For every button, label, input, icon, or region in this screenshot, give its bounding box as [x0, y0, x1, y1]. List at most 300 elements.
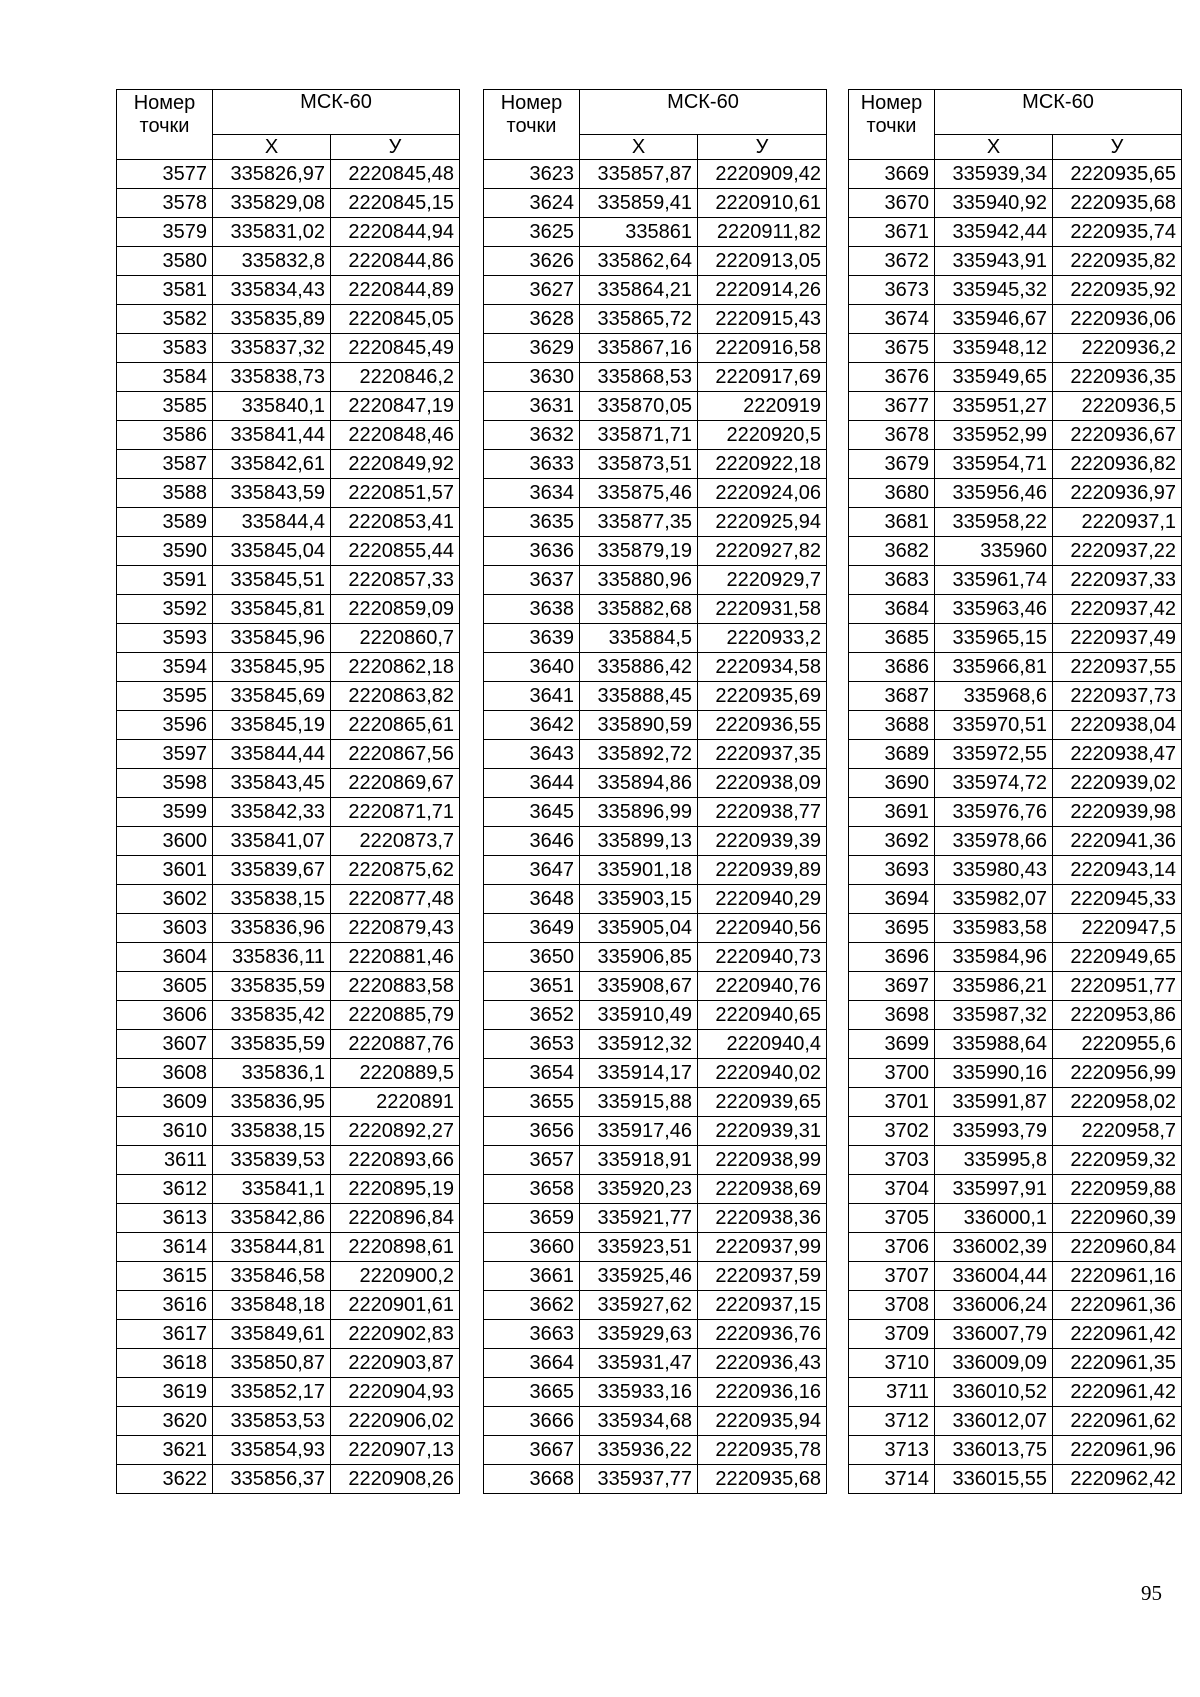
- x-coordinate-cell: 335974,72: [935, 769, 1053, 798]
- point-number-cell: 3686: [849, 653, 935, 682]
- y-coordinate-cell: 2220937,42: [1053, 595, 1182, 624]
- table-row: [849, 856, 1182, 885]
- x-column-header: Х: [580, 135, 698, 160]
- point-number-cell: 3658: [484, 1175, 580, 1204]
- x-coordinate-cell: 335958,22: [935, 508, 1053, 537]
- y-column-header: У: [1053, 135, 1182, 160]
- x-coordinate-cell: 335948,12: [935, 334, 1053, 363]
- y-coordinate-cell: 2220920,5: [698, 421, 827, 450]
- x-coordinate-cell: 335839,53: [213, 1146, 331, 1175]
- point-number-cell: 3632: [484, 421, 580, 450]
- y-coordinate-cell: 2220881,46: [331, 943, 460, 972]
- table-row: [484, 1378, 827, 1407]
- x-coordinate-cell: 335843,59: [213, 479, 331, 508]
- x-coordinate-cell: 335845,95: [213, 653, 331, 682]
- point-number-cell: 3677: [849, 392, 935, 421]
- table-row: [484, 856, 827, 885]
- table-row: [849, 1059, 1182, 1088]
- x-coordinate-cell: 335899,13: [580, 827, 698, 856]
- x-coordinate-cell: 335879,19: [580, 537, 698, 566]
- y-coordinate-cell: 2220937,99: [698, 1233, 827, 1262]
- table-row: [484, 1030, 827, 1059]
- y-coordinate-cell: 2220945,33: [1053, 885, 1182, 914]
- x-coordinate-cell: 335835,42: [213, 1001, 331, 1030]
- y-coordinate-cell: 2220935,82: [1053, 247, 1182, 276]
- x-coordinate-cell: 335915,88: [580, 1088, 698, 1117]
- x-coordinate-cell: 335844,44: [213, 740, 331, 769]
- y-coordinate-cell: 2220940,29: [698, 885, 827, 914]
- x-coordinate-cell: 335917,46: [580, 1117, 698, 1146]
- table-row: [117, 856, 460, 885]
- table-row: [484, 972, 827, 1001]
- table-row: [117, 1291, 460, 1320]
- point-number-cell: 3591: [117, 566, 213, 595]
- table-row: [117, 1233, 460, 1262]
- point-number-cell: 3577: [117, 160, 213, 189]
- table-row: [849, 798, 1182, 827]
- y-coordinate-cell: 2220924,06: [698, 479, 827, 508]
- x-coordinate-cell: 335857,87: [580, 160, 698, 189]
- point-number-cell: 3676: [849, 363, 935, 392]
- y-coordinate-cell: 2220906,02: [331, 1407, 460, 1436]
- y-coordinate-cell: 2220900,2: [331, 1262, 460, 1291]
- y-coordinate-cell: 2220936,97: [1053, 479, 1182, 508]
- y-coordinate-cell: 2220844,94: [331, 218, 460, 247]
- y-coordinate-cell: 2220931,58: [698, 595, 827, 624]
- point-number-cell: 3652: [484, 1001, 580, 1030]
- table-row: [484, 885, 827, 914]
- table-row: [484, 1233, 827, 1262]
- y-coordinate-cell: 2220937,59: [698, 1262, 827, 1291]
- y-coordinate-cell: 2220845,05: [331, 305, 460, 334]
- y-coordinate-cell: 2220960,84: [1053, 1233, 1182, 1262]
- x-coordinate-cell: 336013,75: [935, 1436, 1053, 1465]
- x-coordinate-cell: 335846,58: [213, 1262, 331, 1291]
- point-number-cell: 3617: [117, 1320, 213, 1349]
- y-coordinate-cell: 2220935,65: [1053, 160, 1182, 189]
- point-number-cell: 3590: [117, 537, 213, 566]
- table-row: [117, 1146, 460, 1175]
- point-number-cell: 3603: [117, 914, 213, 943]
- table-row: [484, 1204, 827, 1233]
- point-number-cell: 3650: [484, 943, 580, 972]
- point-number-cell: 3619: [117, 1378, 213, 1407]
- x-coordinate-cell: 336006,24: [935, 1291, 1053, 1320]
- point-number-cell: 3600: [117, 827, 213, 856]
- table-row: [117, 885, 460, 914]
- x-coordinate-cell: 335952,99: [935, 421, 1053, 450]
- x-coordinate-cell: 335925,46: [580, 1262, 698, 1291]
- point-number-header: [849, 90, 935, 160]
- table-row: [849, 1436, 1182, 1465]
- table-row: [484, 740, 827, 769]
- point-number-cell: 3587: [117, 450, 213, 479]
- table-row: [849, 1175, 1182, 1204]
- x-coordinate-cell: 335875,46: [580, 479, 698, 508]
- y-coordinate-cell: 2220849,92: [331, 450, 460, 479]
- table-row: [117, 827, 460, 856]
- x-coordinate-cell: 335903,15: [580, 885, 698, 914]
- y-coordinate-cell: 2220936,67: [1053, 421, 1182, 450]
- x-coordinate-cell: 335914,17: [580, 1059, 698, 1088]
- x-coordinate-cell: 336000,1: [935, 1204, 1053, 1233]
- table-row: [849, 769, 1182, 798]
- table-row: [484, 363, 827, 392]
- table-row: [117, 1407, 460, 1436]
- y-coordinate-cell: 2220939,65: [698, 1088, 827, 1117]
- y-coordinate-cell: 2220943,14: [1053, 856, 1182, 885]
- point-number-cell: 3660: [484, 1233, 580, 1262]
- table-row: [849, 537, 1182, 566]
- x-coordinate-cell: 335927,62: [580, 1291, 698, 1320]
- table-row: [849, 1262, 1182, 1291]
- y-coordinate-cell: 2220936,06: [1053, 305, 1182, 334]
- y-coordinate-cell: 2220911,82: [698, 218, 827, 247]
- x-coordinate-cell: 335970,51: [935, 711, 1053, 740]
- table-row: [484, 914, 827, 943]
- table-row: [117, 943, 460, 972]
- x-coordinate-cell: 335942,44: [935, 218, 1053, 247]
- table-row: [117, 624, 460, 653]
- point-number-cell: 3680: [849, 479, 935, 508]
- x-coordinate-cell: 335880,96: [580, 566, 698, 595]
- x-coordinate-cell: 335852,17: [213, 1378, 331, 1407]
- table-row: [849, 653, 1182, 682]
- point-number-cell: 3596: [117, 711, 213, 740]
- point-number-cell: 3697: [849, 972, 935, 1001]
- y-coordinate-cell: 2220936,35: [1053, 363, 1182, 392]
- table-row: [484, 421, 827, 450]
- y-coordinate-cell: 2220873,7: [331, 827, 460, 856]
- x-coordinate-cell: 335838,15: [213, 1117, 331, 1146]
- y-coordinate-cell: 2220904,93: [331, 1378, 460, 1407]
- y-coordinate-cell: 2220908,26: [331, 1465, 460, 1494]
- x-coordinate-cell: 335968,6: [935, 682, 1053, 711]
- table-row: [849, 1204, 1182, 1233]
- table-row: [117, 595, 460, 624]
- point-number-cell: 3668: [484, 1465, 580, 1494]
- y-coordinate-cell: 2220891: [331, 1088, 460, 1117]
- y-column-header: У: [698, 135, 827, 160]
- y-coordinate-cell: 2220940,56: [698, 914, 827, 943]
- y-coordinate-cell: 2220925,94: [698, 508, 827, 537]
- x-coordinate-cell: 335835,59: [213, 972, 331, 1001]
- y-coordinate-cell: 2220919: [698, 392, 827, 421]
- point-number-cell: 3675: [849, 334, 935, 363]
- table-body: [849, 160, 1182, 1494]
- point-number-cell: 3621: [117, 1436, 213, 1465]
- point-number-cell: 3682: [849, 537, 935, 566]
- point-number-cell: 3714: [849, 1465, 935, 1494]
- table-row: [117, 1320, 460, 1349]
- x-coordinate-cell: 335861: [580, 218, 698, 247]
- x-coordinate-cell: 335845,81: [213, 595, 331, 624]
- x-column-header: Х: [213, 135, 331, 160]
- point-number-cell: 3698: [849, 1001, 935, 1030]
- point-number-header-label: Номер точки: [133, 92, 196, 137]
- point-number-cell: 3638: [484, 595, 580, 624]
- table-row: [117, 363, 460, 392]
- table-row: [484, 1088, 827, 1117]
- x-coordinate-cell: 335836,95: [213, 1088, 331, 1117]
- table-row: [484, 305, 827, 334]
- table-row: [117, 1349, 460, 1378]
- table-body: [484, 160, 827, 1494]
- point-number-cell: 3631: [484, 392, 580, 421]
- table-row: [117, 276, 460, 305]
- point-number-cell: 3685: [849, 624, 935, 653]
- table-row: [117, 537, 460, 566]
- x-coordinate-cell: 335845,51: [213, 566, 331, 595]
- coordinates-table-3: [848, 89, 1182, 1494]
- y-coordinate-cell: 2220898,61: [331, 1233, 460, 1262]
- y-coordinate-cell: 2220896,84: [331, 1204, 460, 1233]
- page-number: 95: [1141, 1581, 1162, 1605]
- table-body: [117, 160, 460, 1494]
- x-coordinate-cell: 335984,96: [935, 943, 1053, 972]
- table-row: [117, 247, 460, 276]
- y-coordinate-cell: 2220927,82: [698, 537, 827, 566]
- point-number-cell: 3701: [849, 1088, 935, 1117]
- x-coordinate-cell: 335936,22: [580, 1436, 698, 1465]
- point-number-cell: 3613: [117, 1204, 213, 1233]
- point-number-cell: 3674: [849, 305, 935, 334]
- y-coordinate-cell: 2220961,42: [1053, 1378, 1182, 1407]
- point-number-cell: 3602: [117, 885, 213, 914]
- y-coordinate-cell: 2220915,43: [698, 305, 827, 334]
- table-row: [484, 1175, 827, 1204]
- x-coordinate-cell: 335894,86: [580, 769, 698, 798]
- x-coordinate-cell: 335908,67: [580, 972, 698, 1001]
- point-number-cell: 3614: [117, 1233, 213, 1262]
- point-number-cell: 3584: [117, 363, 213, 392]
- table-row: [849, 421, 1182, 450]
- point-number-cell: 3689: [849, 740, 935, 769]
- x-coordinate-cell: 335910,49: [580, 1001, 698, 1030]
- x-coordinate-cell: 335995,8: [935, 1146, 1053, 1175]
- table-row: [484, 1320, 827, 1349]
- coordinates-table-1: [116, 89, 460, 1494]
- y-coordinate-cell: 2220933,2: [698, 624, 827, 653]
- x-coordinate-cell: 336009,09: [935, 1349, 1053, 1378]
- y-coordinate-cell: 2220939,39: [698, 827, 827, 856]
- x-coordinate-cell: 335976,76: [935, 798, 1053, 827]
- x-coordinate-cell: 335859,41: [580, 189, 698, 218]
- x-coordinate-cell: 335845,69: [213, 682, 331, 711]
- point-number-cell: 3622: [117, 1465, 213, 1494]
- table-row: [117, 479, 460, 508]
- x-coordinate-cell: 335838,73: [213, 363, 331, 392]
- point-number-cell: 3654: [484, 1059, 580, 1088]
- y-coordinate-cell: 2220937,1: [1053, 508, 1182, 537]
- y-coordinate-cell: 2220939,98: [1053, 798, 1182, 827]
- point-number-cell: 3640: [484, 653, 580, 682]
- x-column-header: Х: [935, 135, 1053, 160]
- x-coordinate-cell: 335931,47: [580, 1349, 698, 1378]
- table-row: [117, 160, 460, 189]
- y-coordinate-cell: 2220855,44: [331, 537, 460, 566]
- table-row: [484, 1059, 827, 1088]
- table-row: [849, 827, 1182, 856]
- point-number-header: [484, 90, 580, 160]
- x-coordinate-cell: 335933,16: [580, 1378, 698, 1407]
- point-number-cell: 3693: [849, 856, 935, 885]
- point-number-cell: 3695: [849, 914, 935, 943]
- table-row: [484, 653, 827, 682]
- point-number-cell: 3608: [117, 1059, 213, 1088]
- x-coordinate-cell: 335920,23: [580, 1175, 698, 1204]
- table-row: [484, 1349, 827, 1378]
- y-coordinate-cell: 2220961,62: [1053, 1407, 1182, 1436]
- x-coordinate-cell: 335826,97: [213, 160, 331, 189]
- y-coordinate-cell: 2220847,19: [331, 392, 460, 421]
- table-row: [484, 334, 827, 363]
- table-row: [849, 1030, 1182, 1059]
- y-coordinate-cell: 2220853,41: [331, 508, 460, 537]
- point-number-cell: 3630: [484, 363, 580, 392]
- x-coordinate-cell: 335831,02: [213, 218, 331, 247]
- table-row: [484, 624, 827, 653]
- x-coordinate-cell: 335905,04: [580, 914, 698, 943]
- x-coordinate-cell: 335862,64: [580, 247, 698, 276]
- x-coordinate-cell: 335832,8: [213, 247, 331, 276]
- y-coordinate-cell: 2220940,76: [698, 972, 827, 1001]
- y-coordinate-cell: 2220895,19: [331, 1175, 460, 1204]
- point-number-cell: 3618: [117, 1349, 213, 1378]
- point-number-cell: 3594: [117, 653, 213, 682]
- point-number-cell: 3694: [849, 885, 935, 914]
- point-number-cell: 3578: [117, 189, 213, 218]
- table-row: [849, 276, 1182, 305]
- x-coordinate-cell: 335877,35: [580, 508, 698, 537]
- x-coordinate-cell: 335871,71: [580, 421, 698, 450]
- point-number-cell: 3702: [849, 1117, 935, 1146]
- table-row: [117, 1059, 460, 1088]
- table-row: [117, 1001, 460, 1030]
- y-column-header: У: [331, 135, 460, 160]
- point-number-cell: 3671: [849, 218, 935, 247]
- x-coordinate-cell: 335841,44: [213, 421, 331, 450]
- x-coordinate-cell: 336015,55: [935, 1465, 1053, 1494]
- y-coordinate-cell: 2220961,35: [1053, 1349, 1182, 1378]
- x-coordinate-cell: 335844,81: [213, 1233, 331, 1262]
- y-coordinate-cell: 2220851,57: [331, 479, 460, 508]
- x-coordinate-cell: 335918,91: [580, 1146, 698, 1175]
- y-coordinate-cell: 2220940,73: [698, 943, 827, 972]
- x-coordinate-cell: 335954,71: [935, 450, 1053, 479]
- y-coordinate-cell: 2220935,68: [1053, 189, 1182, 218]
- point-number-cell: 3713: [849, 1436, 935, 1465]
- point-number-cell: 3657: [484, 1146, 580, 1175]
- y-coordinate-cell: 2220938,69: [698, 1175, 827, 1204]
- point-number-cell: 3579: [117, 218, 213, 247]
- table-row: [849, 160, 1182, 189]
- y-coordinate-cell: 2220938,99: [698, 1146, 827, 1175]
- point-number-cell: 3634: [484, 479, 580, 508]
- y-coordinate-cell: 2220844,86: [331, 247, 460, 276]
- table-row: [117, 1436, 460, 1465]
- x-coordinate-cell: 335983,58: [935, 914, 1053, 943]
- x-coordinate-cell: 335912,32: [580, 1030, 698, 1059]
- x-coordinate-cell: 335882,68: [580, 595, 698, 624]
- point-number-cell: 3663: [484, 1320, 580, 1349]
- x-coordinate-cell: 335990,16: [935, 1059, 1053, 1088]
- table-row: [117, 682, 460, 711]
- point-number-cell: 3712: [849, 1407, 935, 1436]
- x-coordinate-cell: 335845,19: [213, 711, 331, 740]
- table-row: [117, 798, 460, 827]
- y-coordinate-cell: 2220936,16: [698, 1378, 827, 1407]
- y-coordinate-cell: 2220941,36: [1053, 827, 1182, 856]
- table-row: [849, 624, 1182, 653]
- y-coordinate-cell: 2220935,94: [698, 1407, 827, 1436]
- point-number-cell: 3678: [849, 421, 935, 450]
- table-row: [484, 595, 827, 624]
- y-coordinate-cell: 2220936,55: [698, 711, 827, 740]
- y-coordinate-cell: 2220951,77: [1053, 972, 1182, 1001]
- x-coordinate-cell: 335997,91: [935, 1175, 1053, 1204]
- point-number-cell: 3696: [849, 943, 935, 972]
- x-coordinate-cell: 335845,04: [213, 537, 331, 566]
- point-number-cell: 3669: [849, 160, 935, 189]
- y-coordinate-cell: 2220936,5: [1053, 392, 1182, 421]
- point-number-cell: 3606: [117, 1001, 213, 1030]
- y-coordinate-cell: 2220871,71: [331, 798, 460, 827]
- table-row: [117, 218, 460, 247]
- y-coordinate-cell: 2220956,99: [1053, 1059, 1182, 1088]
- y-coordinate-cell: 2220869,67: [331, 769, 460, 798]
- y-coordinate-cell: 2220887,76: [331, 1030, 460, 1059]
- x-coordinate-cell: 335929,63: [580, 1320, 698, 1349]
- x-coordinate-cell: 335991,87: [935, 1088, 1053, 1117]
- y-coordinate-cell: 2220937,15: [698, 1291, 827, 1320]
- table-row: [484, 247, 827, 276]
- point-number-cell: 3646: [484, 827, 580, 856]
- table-row: [849, 1407, 1182, 1436]
- table-row: [849, 392, 1182, 421]
- y-coordinate-cell: 2220879,43: [331, 914, 460, 943]
- x-coordinate-cell: 335890,59: [580, 711, 698, 740]
- point-number-cell: 3628: [484, 305, 580, 334]
- x-coordinate-cell: 335856,37: [213, 1465, 331, 1494]
- x-coordinate-cell: 335940,92: [935, 189, 1053, 218]
- table-row: [849, 305, 1182, 334]
- point-number-cell: 3582: [117, 305, 213, 334]
- x-coordinate-cell: 335837,32: [213, 334, 331, 363]
- x-coordinate-cell: 335845,96: [213, 624, 331, 653]
- table-row: [484, 450, 827, 479]
- x-coordinate-cell: 335829,08: [213, 189, 331, 218]
- y-coordinate-cell: 2220860,7: [331, 624, 460, 653]
- point-number-cell: 3651: [484, 972, 580, 1001]
- point-number-cell: 3670: [849, 189, 935, 218]
- x-coordinate-cell: 335987,32: [935, 1001, 1053, 1030]
- y-coordinate-cell: 2220910,61: [698, 189, 827, 218]
- table-row: [849, 479, 1182, 508]
- table-row: [849, 885, 1182, 914]
- point-number-cell: 3585: [117, 392, 213, 421]
- point-number-cell: 3597: [117, 740, 213, 769]
- table-row: [484, 1001, 827, 1030]
- point-number-cell: 3692: [849, 827, 935, 856]
- y-coordinate-cell: 2220961,16: [1053, 1262, 1182, 1291]
- x-coordinate-cell: 335842,86: [213, 1204, 331, 1233]
- table-row: [484, 798, 827, 827]
- point-number-cell: 3705: [849, 1204, 935, 1233]
- point-number-cell: 3633: [484, 450, 580, 479]
- coordinates-table-2: [483, 89, 827, 1494]
- point-number-cell: 3620: [117, 1407, 213, 1436]
